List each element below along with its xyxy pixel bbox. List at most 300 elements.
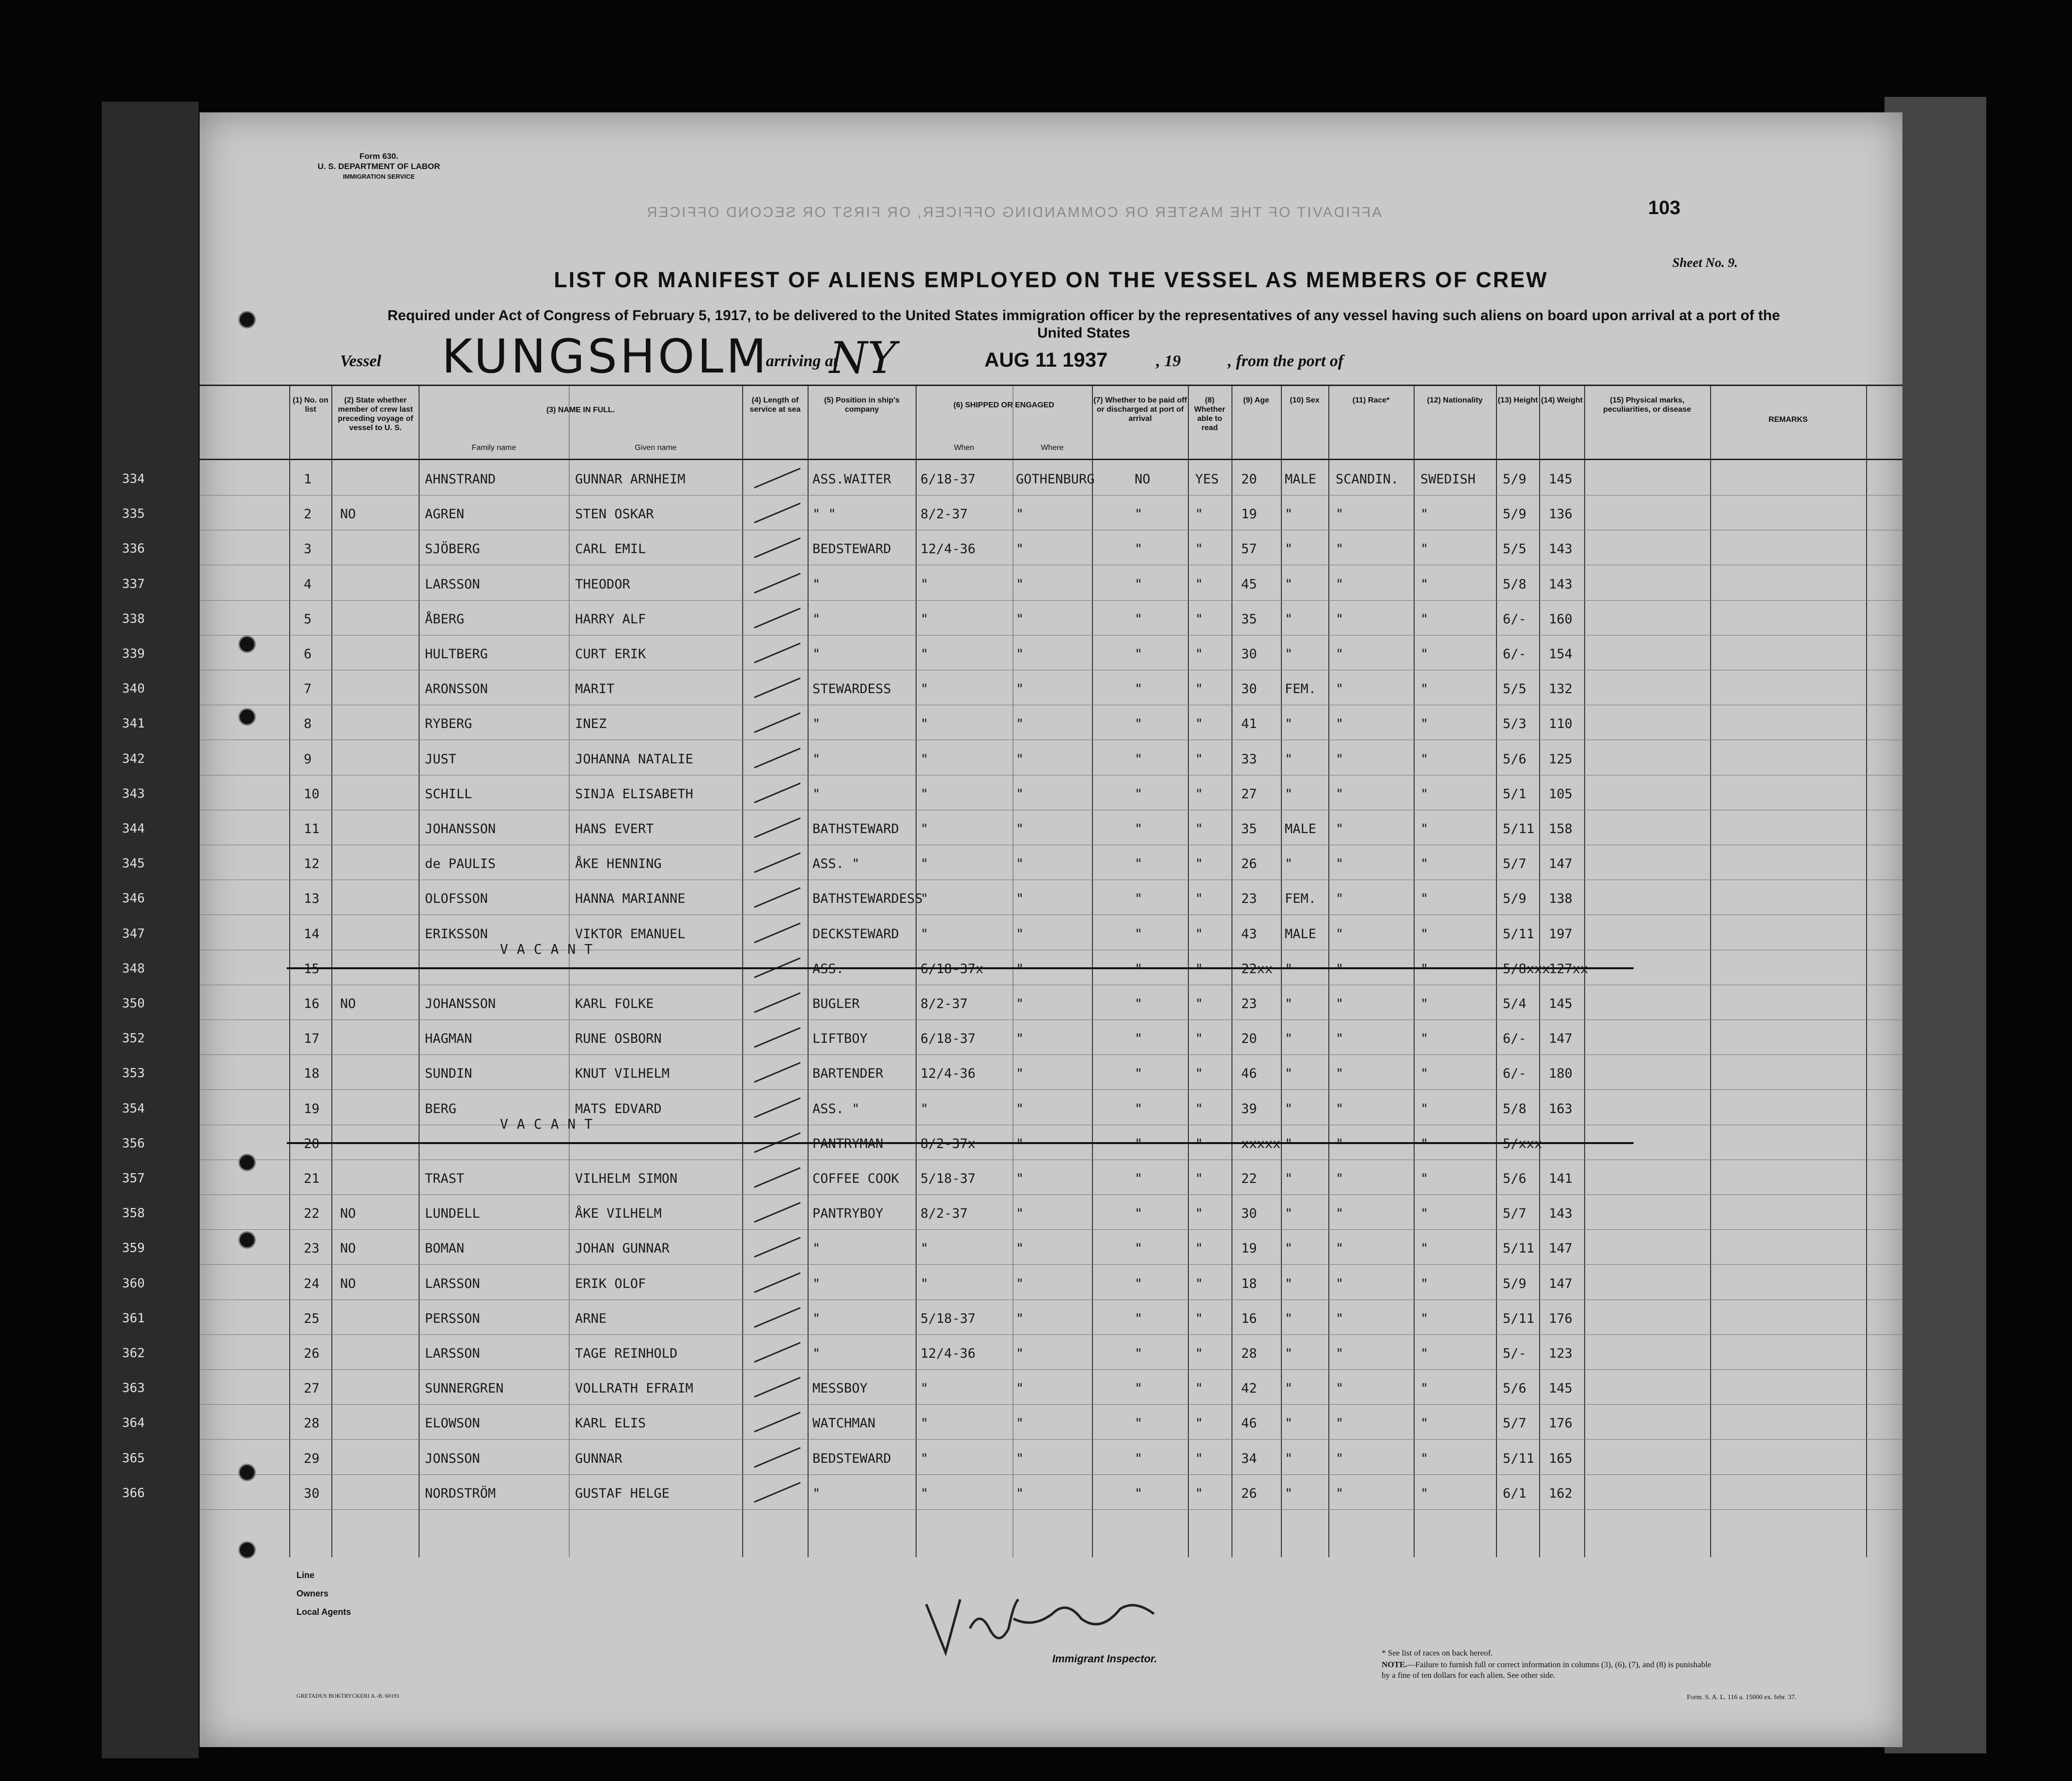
col-header-given-name: Given name [635, 444, 677, 452]
col-header-able-read: (8) Whether able to read [1194, 396, 1225, 432]
weight-cell: 147 [1549, 1241, 1573, 1256]
family-name-cell: SUNDIN [425, 1066, 472, 1082]
service-check-mark [752, 501, 805, 525]
able-read-cell: " [1195, 1311, 1203, 1326]
age-cell: 43 [1241, 926, 1257, 942]
shipped-where-cell: " [1016, 1486, 1024, 1501]
service-check-mark [752, 746, 805, 770]
paid-off-cell: " [1135, 681, 1143, 697]
race-cell: " [1336, 1381, 1344, 1396]
able-read-cell: " [1195, 576, 1203, 592]
printer-mark: GRETADUS BOKTRYCKERI A.-B. 60191 [296, 1692, 400, 1699]
able-read-cell: " [1195, 1451, 1203, 1466]
weight-cell: 141 [1549, 1171, 1573, 1186]
given-name-cell: ÅKE HENNING [575, 856, 662, 872]
row-ref-number: 341 [122, 716, 145, 731]
given-name-cell: GUSTAF HELGE [575, 1486, 670, 1501]
col-header-no: (1) No. on list [293, 396, 328, 414]
sex-cell: " [1285, 1451, 1293, 1466]
row-ref-number: 361 [122, 1311, 145, 1326]
position-cell: BEDSTEWARD [812, 542, 891, 557]
family-name-cell: PERSSON [425, 1311, 480, 1326]
able-read-cell: YES [1195, 472, 1219, 487]
weight-cell: 143 [1549, 576, 1573, 592]
table-row [122, 531, 1902, 566]
weight-cell: 160 [1549, 611, 1573, 627]
able-read-cell: " [1195, 891, 1203, 907]
sex-cell: " [1285, 1031, 1293, 1047]
given-name-cell: RUNE OSBORN [575, 1031, 662, 1047]
table-row [122, 461, 1902, 496]
height-cell: 5/11 [1503, 1451, 1535, 1466]
nationality-cell: " [1420, 1381, 1429, 1396]
given-name-cell: INEZ [575, 716, 607, 732]
arrival-port: NY [829, 333, 897, 384]
weight-cell: 145 [1549, 1381, 1573, 1396]
weight-cell: 197 [1549, 926, 1573, 942]
able-read-cell: " [1195, 1066, 1203, 1082]
service-check-mark [752, 921, 805, 945]
service-check-mark [752, 1200, 805, 1224]
nationality-cell: " [1420, 576, 1429, 592]
table-row [122, 671, 1902, 706]
page-number: 103 [1648, 197, 1681, 218]
paid-off-cell: " [1135, 1346, 1143, 1361]
position-cell: WATCHMAN [812, 1416, 876, 1431]
race-cell: " [1336, 996, 1344, 1011]
col-header-race: (11) Race* [1352, 396, 1390, 404]
age-cell: 19 [1241, 507, 1257, 522]
row-number: 5 [304, 611, 312, 627]
strike-through-line [287, 967, 1634, 969]
sex-cell: " [1285, 1346, 1293, 1361]
family-name-cell: ELOWSON [425, 1416, 480, 1431]
age-cell: 35 [1241, 611, 1257, 627]
nationality-cell: " [1420, 926, 1429, 942]
shipped-when-cell: " [920, 786, 929, 802]
paid-off-cell: " [1135, 1381, 1143, 1396]
given-name-cell: CARL EMIL [575, 542, 646, 557]
table-row [122, 1055, 1902, 1090]
shipped-where-cell: " [1016, 856, 1024, 872]
sex-cell: " [1285, 1101, 1293, 1116]
able-read-cell: " [1195, 647, 1203, 662]
bleed-through-text: AFFIDAVIT OF THE MASTER OR COMMANDING OFFICER, OR FIRST OR SECOND OFFICER [645, 204, 1382, 220]
shipped-when-cell: " [920, 611, 929, 627]
family-name-cell: SCHILL [425, 786, 472, 802]
position-cell: BUGLER [812, 996, 860, 1011]
shipped-where-cell: " [1016, 1206, 1024, 1222]
age-cell: 30 [1241, 681, 1257, 697]
table-row [122, 741, 1902, 776]
weight-cell: 138 [1549, 891, 1573, 907]
sex-cell: " [1285, 1241, 1293, 1256]
paid-off-cell: " [1135, 751, 1143, 767]
punch-hole [238, 1464, 256, 1481]
height-cell: 6/- [1503, 647, 1527, 662]
service-check-mark [752, 851, 805, 875]
nationality-cell: " [1420, 681, 1429, 697]
family-name-cell: AHNSTRAND [425, 472, 496, 487]
col-header-prev-voyage: (2) State whether member of crew last preceding voyage of vessel to U. S. [338, 396, 413, 432]
row-ref-number: 343 [122, 786, 145, 801]
shipped-where-cell: " [1016, 1381, 1024, 1396]
row-number: 23 [304, 1241, 320, 1256]
race-cell: " [1336, 507, 1344, 522]
shipped-where-cell: " [1016, 1311, 1024, 1326]
weight-cell: 176 [1549, 1311, 1573, 1326]
height-cell: 5/6 [1503, 1381, 1527, 1396]
family-name-cell: JUST [425, 751, 457, 767]
sex-cell: " [1285, 786, 1293, 802]
family-name-cell: ERIKSSON [425, 926, 488, 942]
height-cell: 5/5 [1503, 542, 1527, 557]
nationality-cell: " [1420, 786, 1429, 802]
race-cell: " [1336, 1311, 1344, 1326]
weight-cell: 143 [1549, 1206, 1573, 1222]
able-read-cell: " [1195, 1101, 1203, 1116]
height-cell: 5/11 [1503, 926, 1535, 942]
row-ref-number: 340 [122, 681, 145, 697]
weight-cell: 143 [1549, 542, 1573, 557]
table-row [122, 1091, 1902, 1126]
given-name-cell: HANS EVERT [575, 821, 654, 836]
position-cell: " [812, 786, 821, 802]
weight-cell: 125 [1549, 751, 1573, 767]
service-check-mark [752, 1340, 805, 1364]
race-cell: " [1336, 891, 1344, 907]
family-name-cell: BOMAN [425, 1241, 465, 1256]
position-cell: " [812, 1311, 821, 1326]
shipped-where-cell: " [1016, 751, 1024, 767]
row-number: 26 [304, 1346, 320, 1361]
shipped-where-cell: " [1016, 1241, 1024, 1256]
shipped-where-cell: " [1016, 1171, 1024, 1186]
race-cell: " [1336, 1346, 1344, 1361]
row-number: 3 [304, 542, 312, 557]
year-label: , 19 [1156, 352, 1181, 370]
height-cell: 5/11 [1503, 1311, 1535, 1326]
row-ref-number: 359 [122, 1241, 145, 1256]
given-name-cell: ÅKE VILHELM [575, 1206, 662, 1222]
col-header-physical-marks: (15) Physical marks, peculiarities, or disease [1603, 396, 1691, 414]
shipped-where-cell: " [1016, 926, 1024, 942]
given-name-cell: MATS EDVARD [575, 1101, 662, 1116]
shipped-when-cell: " [920, 1416, 929, 1431]
race-cell: " [1336, 1101, 1344, 1116]
position-cell: BATHSTEWARDESS [812, 891, 923, 907]
shipped-where-cell: " [1016, 507, 1024, 522]
nationality-cell: " [1420, 647, 1429, 662]
position-cell: STEWARDESS [812, 681, 891, 697]
row-number: 9 [304, 751, 312, 767]
family-name-cell: LARSSON [425, 1346, 480, 1361]
age-cell: 20 [1241, 472, 1257, 487]
weight-cell: 145 [1549, 996, 1573, 1011]
family-name-cell: AGREN [425, 507, 465, 522]
position-cell: " [812, 751, 821, 767]
prev-voyage-cell: NO [340, 996, 356, 1011]
shipped-when-cell: " [920, 1101, 929, 1116]
weight-cell: 136 [1549, 507, 1573, 522]
position-cell: " [812, 647, 821, 662]
weight-cell: 147 [1549, 1276, 1573, 1291]
strike-through-line [287, 1142, 1634, 1144]
family-name-cell: de PAULIS [425, 856, 496, 872]
position-cell: " [812, 1276, 821, 1291]
service-check-mark [752, 571, 805, 595]
age-cell: 28 [1241, 1346, 1257, 1361]
given-name-cell: SINJA ELISABETH [575, 786, 693, 802]
family-name-cell: RYBERG [425, 716, 472, 732]
family-name-cell: LUNDELL [425, 1206, 480, 1222]
nationality-cell: " [1420, 891, 1429, 907]
service-check-mark [752, 676, 805, 700]
service-check-mark [752, 781, 805, 805]
shipped-where-cell: " [1016, 786, 1024, 802]
able-read-cell: " [1195, 716, 1203, 732]
position-cell: ASS. " [812, 1101, 860, 1116]
sex-cell: " [1285, 576, 1293, 592]
row-ref-number: 350 [122, 996, 145, 1011]
table-row [122, 1335, 1902, 1370]
row-number: 2 [304, 507, 312, 522]
row-ref-number: 366 [122, 1486, 145, 1501]
col-header-where: Where [1041, 444, 1064, 452]
row-number: 4 [304, 576, 312, 592]
height-cell: 6/- [1503, 1066, 1527, 1082]
nationality-cell: " [1420, 856, 1429, 872]
weight-cell: 154 [1549, 647, 1573, 662]
height-cell: 6/1 [1503, 1486, 1527, 1501]
row-ref-number: 346 [122, 891, 145, 906]
table-row [122, 1266, 1902, 1301]
service-check-mark [752, 1445, 805, 1470]
punch-hole [238, 1231, 256, 1249]
shipped-when-cell: " [920, 891, 929, 907]
family-name-cell: HULTBERG [425, 647, 488, 662]
position-cell: ASS. " [812, 856, 860, 872]
row-ref-number: 345 [122, 856, 145, 871]
position-cell: DECKSTEWARD [812, 926, 899, 942]
from-label: , from the port of [1228, 352, 1344, 370]
binder-left [102, 102, 199, 1758]
sheet-value: 9. [1728, 255, 1738, 270]
table-row [122, 846, 1902, 881]
sex-cell: " [1285, 1381, 1293, 1396]
table-row [122, 1475, 1902, 1510]
position-cell: " [812, 1241, 821, 1256]
able-read-cell: " [1195, 821, 1203, 836]
weight-cell: 110 [1549, 716, 1573, 732]
row-number: 25 [304, 1311, 320, 1326]
position-cell: PANTRYBOY [812, 1206, 884, 1222]
given-name-cell: GUNNAR ARNHEIM [575, 472, 685, 487]
height-cell: 5/- [1503, 1346, 1527, 1361]
able-read-cell: " [1195, 996, 1203, 1011]
weight-cell: 165 [1549, 1451, 1573, 1466]
shipped-where-cell: " [1016, 1066, 1024, 1082]
nationality-cell: " [1420, 751, 1429, 767]
nationality-cell: " [1420, 1276, 1429, 1291]
weight-cell: 176 [1549, 1416, 1573, 1431]
shipped-where-cell: " [1016, 1346, 1024, 1361]
shipped-when-cell: " [920, 1241, 929, 1256]
service-check-mark [752, 466, 805, 490]
row-ref-number: 352 [122, 1031, 145, 1046]
row-number: 27 [304, 1381, 320, 1396]
table-row [122, 1405, 1902, 1440]
row-ref-number: 364 [122, 1416, 145, 1431]
sex-cell: " [1285, 611, 1293, 627]
shipped-when-cell: " [920, 1451, 929, 1466]
family-name-cell: LARSSON [425, 1276, 480, 1291]
nationality-cell: " [1420, 507, 1429, 522]
service-check-mark [752, 711, 805, 735]
race-cell: " [1336, 1206, 1344, 1222]
race-cell: " [1336, 647, 1344, 662]
row-ref-number: 339 [122, 647, 145, 661]
nationality-cell: " [1420, 1486, 1429, 1501]
shipped-when-cell: " [920, 751, 929, 767]
given-name-cell: MARIT [575, 681, 615, 697]
department-name: U. S. DEPARTMENT OF LABOR [317, 162, 440, 171]
given-name-cell: STEN OSKAR [575, 507, 654, 522]
table-row [122, 776, 1902, 811]
height-cell: 5/11 [1503, 1241, 1535, 1256]
shipped-when-cell: " [920, 821, 929, 836]
row-ref-number: 357 [122, 1171, 145, 1186]
age-cell: 30 [1241, 647, 1257, 662]
service-check-mark [752, 1375, 805, 1399]
manifest-page [122, 112, 1902, 1747]
family-name-cell: HAGMAN [425, 1031, 472, 1047]
col-header-position: (5) Position in ship's company [824, 396, 900, 414]
shipped-when-cell: 5/18-37 [920, 1171, 976, 1186]
nationality-cell: SWEDISH [1420, 472, 1476, 487]
sex-cell: " [1285, 1206, 1293, 1222]
nationality-cell: " [1420, 1066, 1429, 1082]
given-name-cell: CURT ERIK [575, 647, 646, 662]
row-ref-number: 336 [122, 542, 145, 557]
given-name-cell: HANNA MARIANNE [575, 891, 685, 907]
shipped-where-cell: " [1016, 996, 1024, 1011]
table-row [122, 1195, 1902, 1230]
row-ref-number: 347 [122, 926, 145, 941]
paid-off-cell: " [1135, 1031, 1143, 1047]
page-subtitle: Required under Act of Congress of February 5, 1917, to be delivered to the United States immigration officer by the representatives of any vessel having such aliens on board upon arrival at a port of the United States [387, 308, 1780, 341]
row-number: 17 [304, 1031, 320, 1047]
paid-off-cell: " [1135, 716, 1143, 732]
given-name-cell: KNUT VILHELM [575, 1066, 670, 1082]
able-read-cell: " [1195, 1171, 1203, 1186]
row-number: 18 [304, 1066, 320, 1082]
col-header-age: (9) Age [1243, 396, 1269, 404]
shipped-when-cell: 5/18-37 [920, 1311, 976, 1326]
row-ref-number: 337 [122, 576, 145, 591]
race-cell: " [1336, 681, 1344, 697]
row-number: 28 [304, 1416, 320, 1431]
table-row [122, 811, 1902, 846]
paid-off-cell: " [1135, 891, 1143, 907]
sheet-label: Sheet No. [1672, 255, 1725, 270]
col-header-when: When [954, 444, 974, 452]
able-read-cell: " [1195, 1241, 1203, 1256]
row-ref-number: 362 [122, 1346, 145, 1361]
able-read-cell: " [1195, 611, 1203, 627]
col-header-weight: (14) Weight [1541, 396, 1583, 404]
col-header-height: (13) Height [1497, 396, 1538, 404]
sex-cell: " [1285, 1276, 1293, 1291]
able-read-cell: " [1195, 1381, 1203, 1396]
height-cell: 5/3 [1503, 716, 1527, 732]
shipped-when-cell: " [920, 1381, 929, 1396]
given-name-cell: KARL FOLKE [575, 996, 654, 1011]
family-name-cell: SJÖBERG [425, 542, 480, 557]
service-check-mark [752, 536, 805, 560]
shipped-when-cell: 12/4-36 [920, 1066, 976, 1082]
race-cell: " [1336, 1066, 1344, 1082]
age-cell: 57 [1241, 542, 1257, 557]
shipped-when-cell: 6/18-37 [920, 1031, 976, 1047]
punch-hole [238, 635, 256, 653]
height-cell: 5/9 [1503, 472, 1527, 487]
sex-cell: " [1285, 1486, 1293, 1501]
vessel-label: Vessel [340, 352, 381, 370]
able-read-cell: " [1195, 1416, 1203, 1431]
given-name-cell: VIKTOR EMANUEL [575, 926, 685, 942]
service-check-mark [752, 641, 805, 665]
given-name-cell: HARRY ALF [575, 611, 646, 627]
paid-off-cell: " [1135, 926, 1143, 942]
race-cell: " [1336, 1451, 1344, 1466]
note-body: —Failure to furnish full or correct information in columns (3), (6), (7), and (8) is punishable by a fine of ten dollars for each alien. See other side. [1382, 1660, 1712, 1680]
table-row [122, 1161, 1902, 1195]
sex-cell: FEM. [1285, 891, 1317, 907]
family-name-cell: SUNNERGREN [425, 1381, 504, 1396]
nationality-cell: " [1420, 716, 1429, 732]
inspector-signature [917, 1585, 1188, 1657]
nationality-cell: " [1420, 1346, 1429, 1361]
paid-off-cell: " [1135, 996, 1143, 1011]
row-ref-number: 348 [122, 961, 145, 976]
race-cell: " [1336, 1276, 1344, 1291]
note-label: NOTE. [1382, 1660, 1407, 1669]
sex-cell: " [1285, 1311, 1293, 1326]
height-cell: 6/- [1503, 1031, 1527, 1047]
age-cell: 27 [1241, 786, 1257, 802]
owners-label: Owners [296, 1589, 329, 1598]
height-cell: 5/6 [1503, 1171, 1527, 1186]
row-ref-number: 353 [122, 1066, 145, 1081]
prev-voyage-cell: NO [340, 1206, 356, 1222]
sex-cell: " [1285, 1416, 1293, 1431]
table-row [122, 1370, 1902, 1405]
table-row [122, 986, 1902, 1021]
sex-cell: " [1285, 856, 1293, 872]
sex-cell: " [1285, 647, 1293, 662]
prev-voyage-cell: NO [340, 507, 356, 522]
service-check-mark [752, 1025, 805, 1050]
note-text [1382, 1659, 1721, 1681]
able-read-cell: " [1195, 1206, 1203, 1222]
punch-hole [238, 311, 256, 328]
department-header [301, 151, 456, 182]
paid-off-cell: " [1135, 542, 1143, 557]
height-cell: 5/6 [1503, 751, 1527, 767]
paid-off-cell: " [1135, 1171, 1143, 1186]
service-check-mark [752, 816, 805, 840]
